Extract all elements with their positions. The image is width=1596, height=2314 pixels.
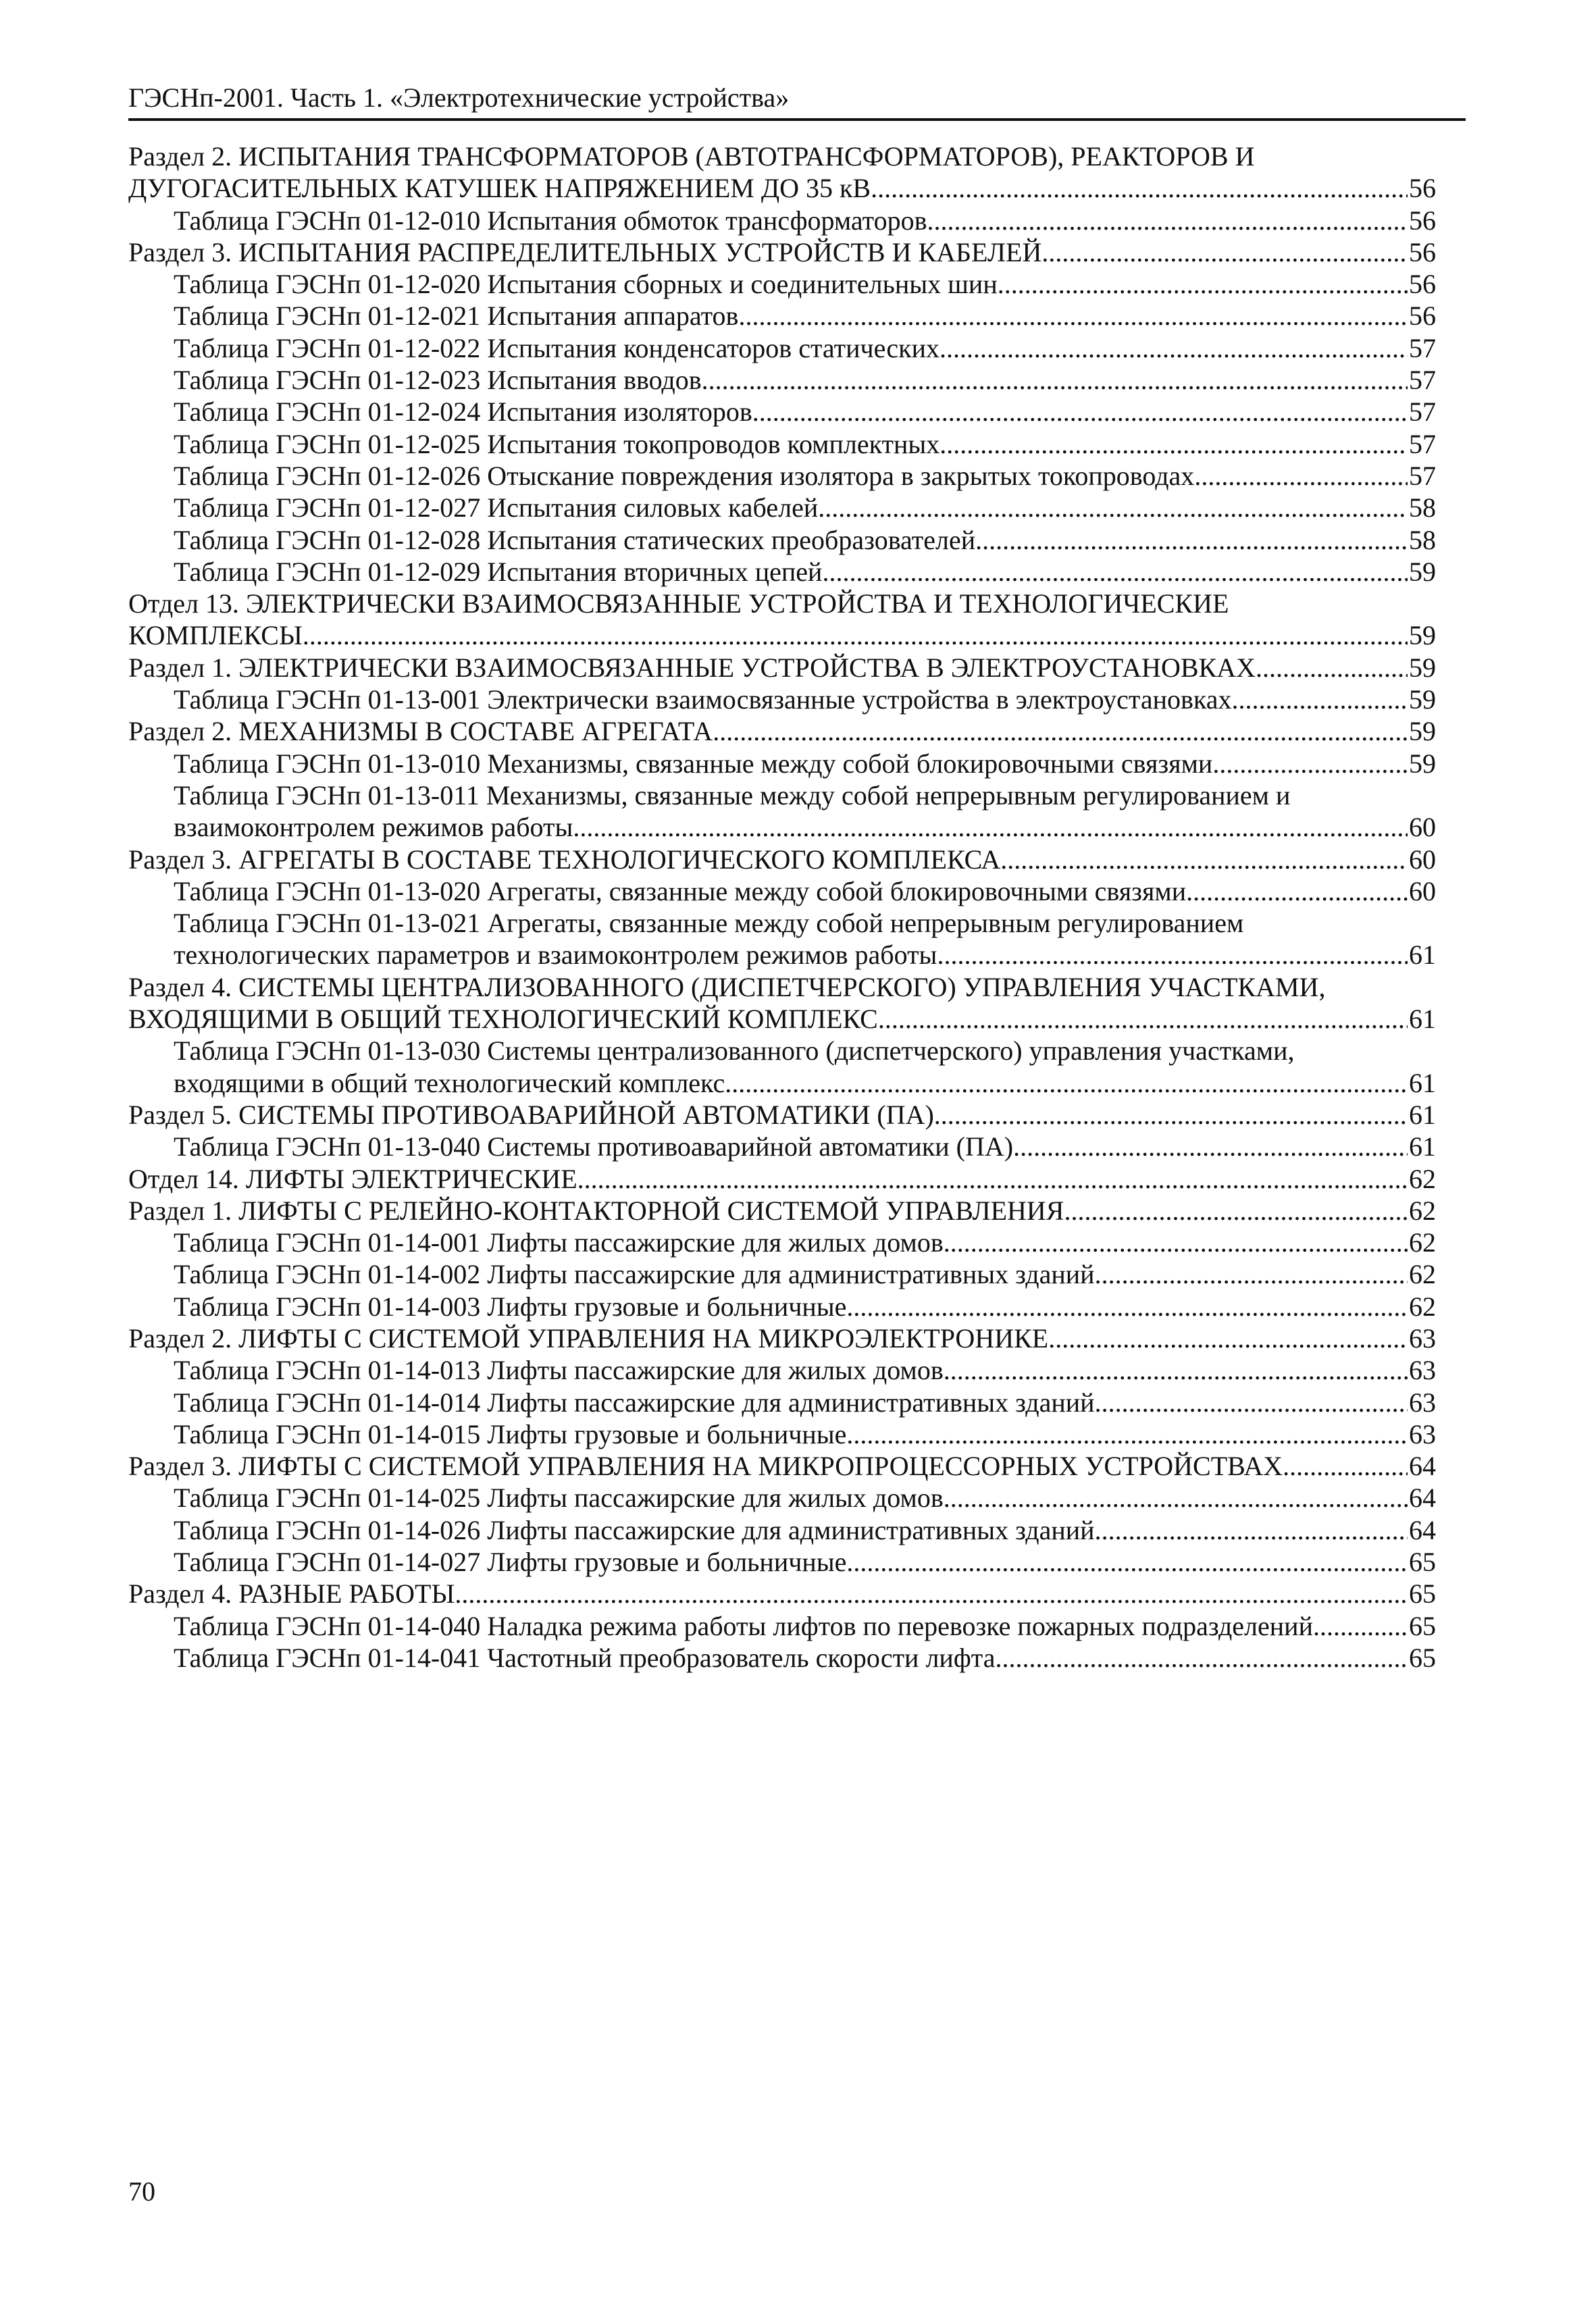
toc-entry-text: Таблица ГЭСНп 01-12-024 Испытания изоляторов — [174, 396, 752, 428]
toc-page-number: 60 — [1409, 812, 1436, 843]
toc-table-entry — [128, 1354, 1436, 1386]
toc-table-entry — [128, 492, 1436, 523]
toc-page-number: 63 — [1409, 1387, 1436, 1418]
toc-page-number: 57 — [1409, 332, 1436, 363]
page-number: 70 — [128, 2176, 155, 2207]
toc-page-number: 56 — [1409, 236, 1436, 267]
toc-entry-text: Таблица ГЭСНп 01-14-001 Лифты пассажирские для жилых домов — [174, 1227, 944, 1258]
dot-leader — [998, 268, 1408, 300]
toc-table-entry — [128, 684, 1436, 715]
dot-leader — [1194, 460, 1408, 492]
toc-entry-text: взаимоконтролем режимов работы — [174, 812, 573, 843]
toc-table-entry — [128, 1642, 1436, 1674]
toc-page-number: 58 — [1409, 492, 1436, 523]
dot-leader — [871, 172, 1408, 204]
dot-leader — [927, 205, 1408, 236]
toc-entry-text: Таблица ГЭСНп 01-13-020 Агрегаты, связанные между собой блокировочными связями — [174, 875, 1187, 906]
dot-leader — [822, 556, 1408, 588]
dot-leader — [1013, 1131, 1408, 1162]
dot-leader — [846, 1291, 1408, 1322]
toc-entry-text: Таблица ГЭСНп 01-12-027 Испытания силовых кабелей — [174, 492, 819, 523]
toc-page-number: 65 — [1409, 1578, 1436, 1610]
toc-entry-text: Таблица ГЭСНп 01-12-021 Испытания аппаратов — [174, 301, 739, 332]
dot-leader — [1000, 844, 1408, 875]
dot-leader — [1283, 1450, 1408, 1482]
toc-page-number: 61 — [1409, 1099, 1436, 1130]
toc-entry-text: Раздел 3. ЛИФТЫ С СИСТЕМОЙ УПРАВЛЕНИЯ НА МИКРОПРОЦЕССОРНЫХ УСТРОЙСТВАХ — [128, 1451, 1283, 1482]
toc-page-number: 57 — [1409, 396, 1436, 428]
toc-table-entry — [128, 364, 1436, 396]
toc-page-number: 62 — [1409, 1291, 1436, 1322]
toc-table-entry — [128, 748, 1436, 779]
toc-page-number: 56 — [1409, 269, 1436, 300]
dot-leader — [846, 1546, 1408, 1578]
toc-entry-text: Раздел 3. АГРЕГАТЫ В СОСТАВЕ ТЕХНОЛОГИЧЕСКОГО КОМПЛЕКСА — [128, 844, 1001, 875]
dot-leader — [944, 1227, 1408, 1258]
toc-page-number: 64 — [1409, 1483, 1436, 1514]
toc-entry-text: Отдел 13. ЭЛЕКТРИЧЕСКИ ВЗАИМОСВЯЗАННЫЕ УСТРОЙСТВА И ТЕХНОЛОГИЧЕСКИЕ — [128, 588, 1229, 619]
toc-table-entry — [128, 1418, 1436, 1450]
dot-leader — [1256, 652, 1408, 684]
toc-entry-text: Таблица ГЭСНп 01-13-011 Механизмы, связанные между собой непрерывным регулированием и — [174, 779, 1291, 811]
toc-table-entry — [128, 524, 1436, 556]
toc-page-number: 58 — [1409, 524, 1436, 555]
header-rule — [128, 118, 1466, 121]
toc-entry-text: Таблица ГЭСНп 01-14-014 Лифты пассажирские для административных зданий — [174, 1387, 1095, 1418]
toc-entry-text: Таблица ГЭСНп 01-14-002 Лифты пассажирские для административных зданий — [174, 1259, 1095, 1290]
toc-entry-text: Раздел 1. ЛИФТЫ С РЕЛЕЙНО-КОНТАКТОРНОЙ СИСТЕМОЙ УПРАВЛЕНИЯ — [128, 1195, 1064, 1226]
toc-entry-text: КОМПЛЕКСЫ — [128, 620, 303, 651]
toc-entry-text: Таблица ГЭСНп 01-12-025 Испытания токопроводов комплектных — [174, 428, 940, 459]
toc-page-number: 64 — [1409, 1514, 1436, 1545]
dot-leader — [944, 1482, 1408, 1514]
toc-table-entry — [128, 1482, 1436, 1514]
dot-leader — [944, 1354, 1408, 1386]
toc-table-entry — [128, 460, 1436, 492]
toc-table-entry — [128, 1258, 1436, 1290]
dot-leader — [577, 1163, 1408, 1195]
toc-entry-text: Таблица ГЭСНп 01-14-003 Лифты грузовые и больничные — [174, 1291, 847, 1322]
toc-table-entry — [128, 396, 1436, 428]
dot-leader — [752, 396, 1408, 428]
toc-entry-text: Таблица ГЭСНп 01-12-010 Испытания обмоток трансформаторов — [174, 205, 927, 236]
toc-entry-text: Раздел 5. СИСТЕМЫ ПРОТИВОАВАРИЙНОЙ АВТОМАТИКИ (ПА) — [128, 1099, 934, 1130]
toc-section-entry — [128, 971, 1436, 1035]
toc-page-number: 56 — [1409, 205, 1436, 236]
toc-entry-text: ВХОДЯЩИМИ В ОБЩИЙ ТЕХНОЛОГИЧЕСКИЙ КОМПЛЕКС — [128, 1004, 878, 1035]
toc-page-number: 56 — [1409, 173, 1436, 204]
toc-page-number: 56 — [1409, 301, 1436, 332]
dot-leader — [975, 524, 1408, 556]
toc-entry-text: Таблица ГЭСНп 01-14-040 Наладка режима работы лифтов по перевозке пожарных подразделений — [174, 1610, 1313, 1641]
toc-page-number: 59 — [1409, 716, 1436, 747]
dot-leader — [455, 1578, 1408, 1610]
toc-page-number: 59 — [1409, 652, 1436, 683]
toc-table-entry — [128, 1291, 1436, 1322]
dot-leader — [937, 939, 1408, 971]
toc-entry-text: ДУГОГАСИТЕЛЬНЫХ КАТУШЕК НАПРЯЖЕНИЕМ ДО 35 кВ — [128, 173, 871, 204]
toc-entry-text: Раздел 3. ИСПЫТАНИЯ РАСПРЕДЕЛИТЕЛЬНЫХ УСТРОЙСТВ И КАБЕЛЕЙ — [128, 236, 1042, 267]
dot-leader — [934, 1099, 1408, 1131]
dot-leader — [846, 1418, 1408, 1450]
toc-page-number: 61 — [1409, 940, 1436, 971]
dot-leader — [1095, 1258, 1408, 1290]
toc-page-number: 59 — [1409, 556, 1436, 587]
toc-page-number: 63 — [1409, 1418, 1436, 1449]
toc-table-entry — [128, 268, 1436, 300]
toc-entry-text: Отдел 14. ЛИФТЫ ЭЛЕКТРИЧЕСКИЕ — [128, 1163, 577, 1194]
toc-page-number: 65 — [1409, 1610, 1436, 1641]
toc-page-number: 63 — [1409, 1322, 1436, 1354]
page-header: ГЭСНп-2001. Часть 1. «Электротехнические устройства» — [128, 82, 790, 113]
dot-leader — [1048, 1322, 1408, 1354]
toc-page-number: 62 — [1409, 1259, 1436, 1290]
toc-entry-text: Таблица ГЭСНп 01-13-030 Системы централизованного (диспетчерского) управления участками, — [174, 1035, 1295, 1066]
toc-entry-text: Раздел 4. РАЗНЫЕ РАБОТЫ — [128, 1578, 455, 1610]
dot-leader — [573, 811, 1408, 843]
toc-entry-text: Раздел 2. ЛИФТЫ С СИСТЕМОЙ УПРАВЛЕНИЯ НА МИКРОЭЛЕКТРОНИКЕ — [128, 1322, 1049, 1354]
toc-entry-text: Таблица ГЭСНп 01-12-020 Испытания сборных и соединительных шин — [174, 269, 998, 300]
toc-page-number: 60 — [1409, 844, 1436, 875]
dot-leader — [1041, 236, 1408, 268]
toc-section-entry — [128, 140, 1436, 205]
toc-entry-text: Таблица ГЭСНп 01-14-026 Лифты пассажирские для административных зданий — [174, 1514, 1095, 1545]
dot-leader — [939, 428, 1408, 460]
toc-section-entry — [128, 588, 1436, 652]
toc-table-entry — [128, 1035, 1436, 1099]
toc-entry-text: Раздел 1. ЭЛЕКТРИЧЕСКИ ВЗАИМОСВЯЗАННЫЕ УСТРОЙСТВА В ЭЛЕКТРОУСТАНОВКАХ — [128, 652, 1256, 683]
dot-leader — [1095, 1514, 1408, 1546]
dot-leader — [1186, 875, 1408, 907]
toc-section-entry — [128, 1099, 1436, 1131]
toc-entry-text: Таблица ГЭСНп 01-14-013 Лифты пассажирские для жилых домов — [174, 1355, 944, 1386]
dot-leader — [1095, 1387, 1408, 1418]
toc-table-entry — [128, 1131, 1436, 1162]
toc-page-number: 62 — [1409, 1227, 1436, 1258]
toc-page-number: 60 — [1409, 875, 1436, 906]
toc-page-number: 65 — [1409, 1547, 1436, 1578]
dot-leader — [1212, 748, 1408, 779]
toc-entry-text: Таблица ГЭСНп 01-13-010 Механизмы, связанные между собой блокировочными связями — [174, 748, 1213, 779]
toc-page-number: 63 — [1409, 1355, 1436, 1386]
toc-entry-text: Таблица ГЭСНп 01-12-028 Испытания статических преобразователей — [174, 524, 976, 555]
toc-entry-text: Таблица ГЭСНп 01-12-022 Испытания конденсаторов статических — [174, 332, 939, 363]
toc-entry-text: Таблица ГЭСНп 01-14-041 Частотный преобразователь скорости лифта — [174, 1642, 996, 1673]
dot-leader — [738, 300, 1408, 332]
dot-leader — [878, 1003, 1408, 1035]
toc-entry-text: Таблица ГЭСНп 01-14-015 Лифты грузовые и больничные — [174, 1418, 847, 1449]
toc-table-entry — [128, 1514, 1436, 1546]
table-of-contents — [128, 140, 1436, 1674]
dot-leader — [702, 364, 1408, 396]
toc-table-entry — [128, 205, 1436, 236]
toc-entry-text: Таблица ГЭСНп 01-14-027 Лифты грузовые и больничные — [174, 1547, 847, 1578]
toc-section-entry — [128, 1578, 1436, 1610]
toc-table-entry — [128, 1227, 1436, 1258]
toc-section-entry — [128, 1195, 1436, 1227]
toc-section-entry — [128, 715, 1436, 747]
toc-table-entry — [128, 1387, 1436, 1418]
toc-table-entry — [128, 332, 1436, 364]
toc-section-entry — [128, 844, 1436, 875]
toc-entry-text: Раздел 4. СИСТЕМЫ ЦЕНТРАЛИЗОВАННОГО (ДИСПЕТЧЕРСКОГО) УПРАВЛЕНИЯ УЧАСТКАМИ, — [128, 971, 1326, 1002]
dot-leader — [713, 715, 1408, 747]
toc-page-number: 61 — [1409, 1067, 1436, 1098]
toc-page-number: 57 — [1409, 428, 1436, 459]
toc-page-number: 59 — [1409, 620, 1436, 651]
toc-table-entry — [128, 875, 1436, 907]
toc-table-entry — [128, 428, 1436, 460]
toc-entry-text: входящими в общий технологический комплекс — [174, 1067, 725, 1098]
toc-page-number: 61 — [1409, 1004, 1436, 1035]
dot-leader — [818, 492, 1408, 523]
toc-table-entry — [128, 1546, 1436, 1578]
toc-section-entry — [128, 1322, 1436, 1354]
toc-page-number: 64 — [1409, 1451, 1436, 1482]
toc-entry-text: Таблица ГЭСНп 01-12-029 Испытания вторичных цепей — [174, 556, 823, 587]
toc-entry-text: Раздел 2. МЕХАНИЗМЫ В СОСТАВЕ АГРЕГАТА — [128, 716, 713, 747]
dot-leader — [1313, 1610, 1408, 1642]
toc-page-number: 59 — [1409, 748, 1436, 779]
toc-section-entry — [128, 1163, 1436, 1195]
toc-section-entry — [128, 1450, 1436, 1482]
dot-leader — [995, 1642, 1408, 1674]
toc-entry-text: Таблица ГЭСНп 01-13-021 Агрегаты, связанные между собой непрерывным регулированием — [174, 908, 1244, 939]
toc-entry-text: Таблица ГЭСНп 01-12-023 Испытания вводов — [174, 365, 702, 396]
toc-table-entry — [128, 907, 1436, 971]
toc-page-number: 57 — [1409, 460, 1436, 491]
toc-page-number: 62 — [1409, 1195, 1436, 1226]
toc-page-number: 57 — [1409, 365, 1436, 396]
toc-entry-text: Таблица ГЭСНп 01-12-026 Отыскание повреждения изолятора в закрытых токопроводах — [174, 460, 1195, 491]
toc-table-entry — [128, 1610, 1436, 1642]
toc-section-entry — [128, 652, 1436, 684]
toc-table-entry — [128, 300, 1436, 332]
toc-entry-text: Таблица ГЭСНп 01-13-040 Системы противоаварийной автоматики (ПА) — [174, 1131, 1014, 1162]
toc-entry-text: Таблица ГЭСНп 01-14-025 Лифты пассажирские для жилых домов — [174, 1483, 944, 1514]
toc-entry-text: Раздел 2. ИСПЫТАНИЯ ТРАНСФОРМАТОРОВ (АВТОТРАНСФОРМАТОРОВ), РЕАКТОРОВ И — [128, 141, 1255, 172]
toc-page-number: 61 — [1409, 1131, 1436, 1162]
toc-entry-text: Таблица ГЭСНп 01-13-001 Электрически взаимосвязанные устройства в электроустановках — [174, 684, 1232, 715]
dot-leader — [303, 619, 1408, 651]
toc-entry-text: технологических параметров и взаимоконтролем режимов работы — [174, 940, 937, 971]
toc-page-number: 65 — [1409, 1642, 1436, 1673]
dot-leader — [1231, 684, 1408, 715]
dot-leader — [1064, 1195, 1408, 1227]
dot-leader — [725, 1067, 1408, 1099]
toc-table-entry — [128, 779, 1436, 844]
dot-leader — [939, 332, 1408, 364]
toc-section-entry — [128, 236, 1436, 268]
toc-page-number: 62 — [1409, 1163, 1436, 1194]
toc-page-number: 59 — [1409, 684, 1436, 715]
toc-table-entry — [128, 556, 1436, 588]
